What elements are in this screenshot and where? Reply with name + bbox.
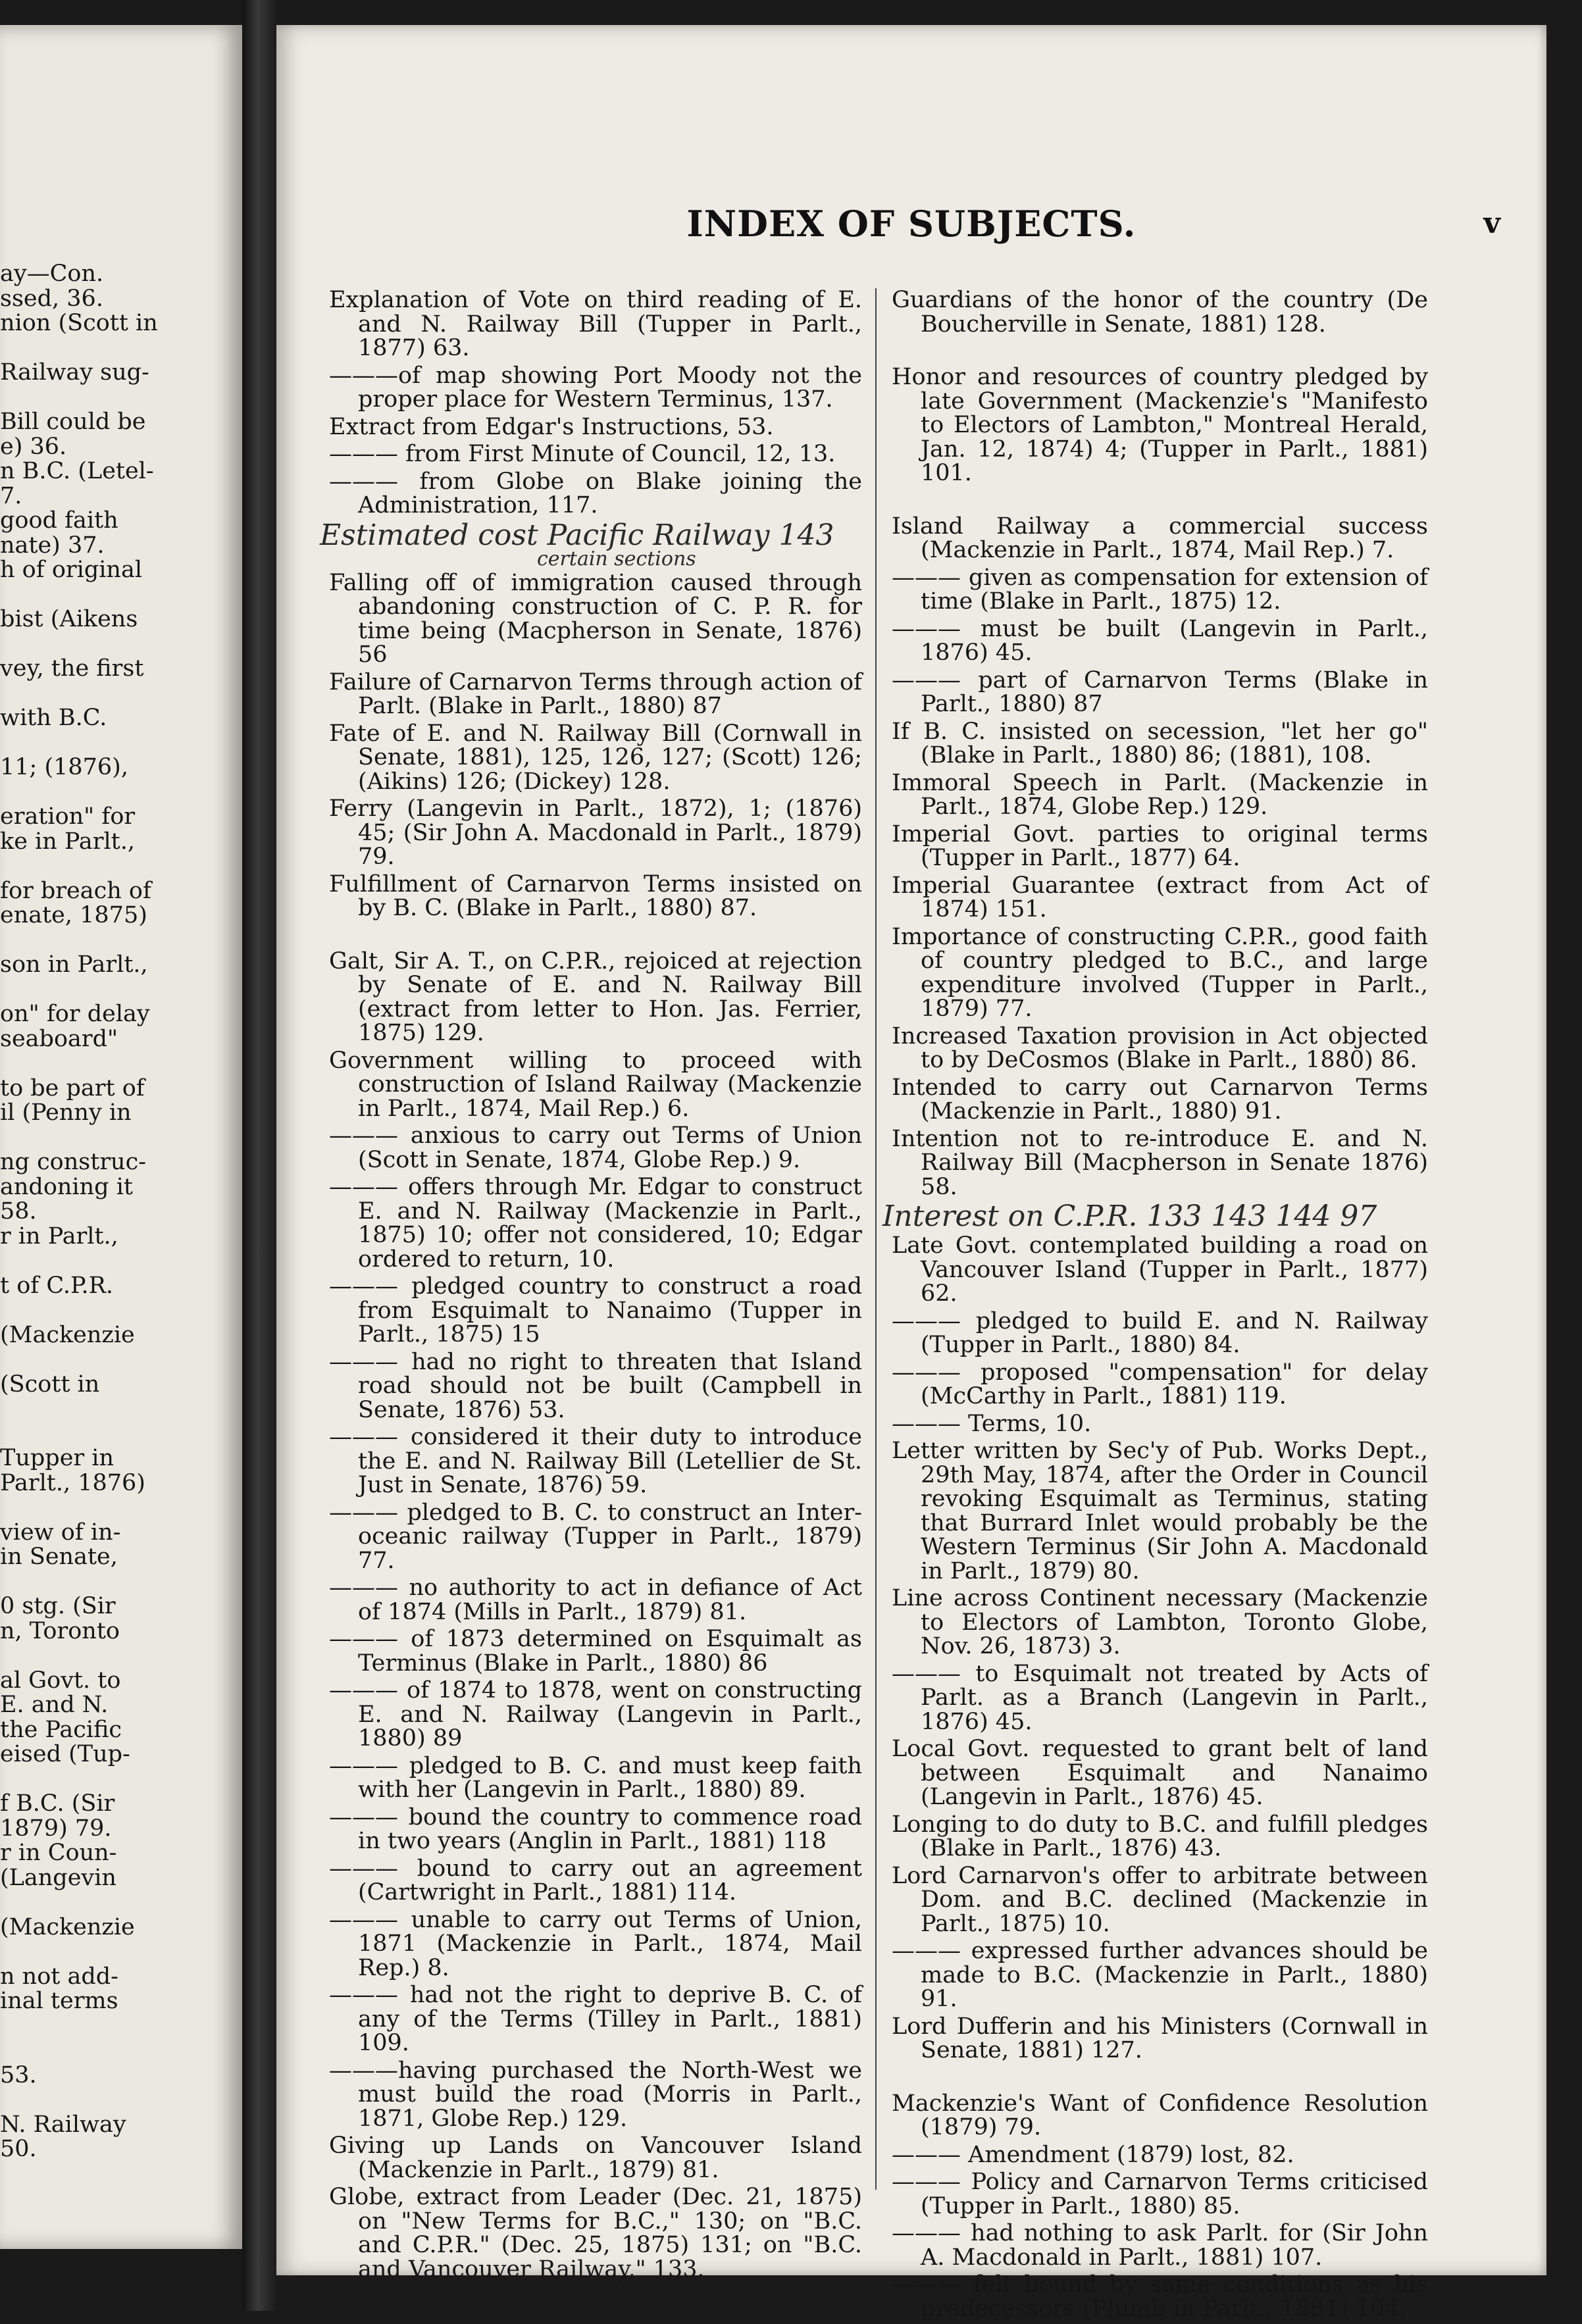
fragment-line: n B.C. (Letel- bbox=[0, 458, 154, 484]
fragment-line: son in Parlt., bbox=[0, 951, 148, 978]
fragment-line: nate) 37. bbox=[0, 532, 105, 559]
fragment-line: ay—Con. bbox=[0, 261, 104, 287]
index-entry: Fate of E. and N. Railway Bill (Cornwall in Senate, 1881), 125, 126, 127; (Scott) 126; (Aikins) 126; (Dickey) 128. bbox=[329, 720, 862, 795]
index-entry: ——— Policy and Carnarvon Terms criticised (Tupper in Parlt., 1880) 85. bbox=[892, 2169, 1428, 2219]
index-entry: Falling off of immigration caused through abandoning construction of C. P. R. for time being (Macpherson in Senate, 1876) 56 bbox=[329, 569, 862, 668]
index-entry: Line across Continent necessary (Mackenzie to Electors of Lambton, Toronto Globe, Nov. 26, 1873) 3. bbox=[892, 1585, 1428, 1659]
index-entry: ——— unable to carry out Terms of Union, 1871 (Mackenzie in Parlt., 1874, Mail Rep.) 8. bbox=[329, 1906, 862, 1981]
index-entry: ——— offers through Mr. Edgar to construct E. and N. Railway (Mackenzie in Parlt., 1875) 10; offer not considered, 10; Edgar ordered to return, 10. bbox=[329, 1174, 862, 1273]
fragment-line: for breach of bbox=[0, 877, 151, 904]
fragment-line: r in Coun- bbox=[0, 1840, 117, 1866]
index-entry: ——— no authority to act in defiance of Act of 1874 (Mills in Parlt., 1879) 81. bbox=[329, 1575, 862, 1625]
fragment-line: andoning it bbox=[0, 1173, 133, 1200]
index-entry: Globe, extract from Leader (Dec. 21, 1875) on "New Terms for B.C.," 130; on "B.C. and C.P.R." (Dec. 25, 1875) 131; on "B.C. and Vancouver Railway," 133. bbox=[329, 2184, 862, 2283]
fragment-line: e) 36. bbox=[0, 433, 67, 460]
index-entry: Lord Carnarvon's offer to arbitrate between Dom. and B.C. declined (Mackenzie in Parlt., 1875) 10. bbox=[892, 1862, 1428, 1937]
fragment-line: inal terms bbox=[0, 1988, 118, 2014]
fragment-line: on" for delay bbox=[0, 1001, 150, 1027]
fragment-line: (Mackenzie bbox=[0, 1321, 135, 1348]
index-entry: Imperial Guarantee (extract from Act of 1874) 151. bbox=[892, 872, 1428, 922]
fragment-line: 50. bbox=[0, 2136, 37, 2162]
index-page bbox=[276, 25, 1546, 2322]
fragment-line: (Mackenzie bbox=[0, 1913, 135, 1940]
handwritten-annotation: Interest on C.P.R. 133 143 144 97 bbox=[882, 1200, 1377, 1233]
index-entry: Longing to do duty to B.C. and fulfill pledges (Blake in Parlt., 1876) 43. bbox=[892, 1811, 1428, 1861]
index-entry: Late Govt. contemplated building a road on Vancouver Island (Tupper in Parlt., 1877) 62. bbox=[892, 1232, 1428, 1307]
index-entry: If B. C. insisted on secession, "let her go" (Blake in Parlt., 1880) 86; (1881), 108. bbox=[892, 718, 1428, 769]
index-entry: ——— Terms, 10. bbox=[892, 1410, 1092, 1437]
index-entry: ——— to Esquimalt not treated by Acts of Parlt. as a Branch (Langevin in Parlt., 1876) 45. bbox=[892, 1660, 1428, 1735]
index-entry: ——— pledged country to construct a road from Esquimalt to Nanaimo (Tupper in Parlt., 1875) 15 bbox=[329, 1273, 862, 1348]
index-entry: Ferry (Langevin in Parlt., 1872), 1; (1876) 45; (Sir John A. Macdonald in Parlt., 1879) 79. bbox=[329, 796, 862, 870]
index-column-right bbox=[882, 287, 1428, 2324]
index-entry: ——— considered it their duty to introduce the E. and N. Railway Bill (Letellier de St. Just in Senate, 1876) 59. bbox=[329, 1424, 862, 1498]
index-entry: ——— had not the right to deprive B. C. of any of the Terms (Tilley in Parlt., 1881) 109. bbox=[329, 1982, 862, 2056]
index-entry: ——— from First Minute of Council, 12, 13. bbox=[329, 441, 836, 467]
index-entry: ——— bound the country to commence road in two years (Anglin in Parlt., 1881) 118 bbox=[329, 1804, 862, 1854]
index-entry: Increased Taxation provision in Act objected to by DeCosmos (Blake in Parlt., 1880) 86. bbox=[892, 1023, 1428, 1073]
handwritten-annotation: Estimated cost Pacific Railway 143 certain sections bbox=[320, 518, 834, 570]
index-entry: ——— proposed "compensation" for delay (McCarthy in Parlt., 1881) 119. bbox=[892, 1359, 1428, 1409]
fragment-line: Railway sug- bbox=[0, 359, 149, 386]
index-entry: Extract from Edgar's Instructions, 53. bbox=[329, 413, 774, 440]
fragment-line: the Pacific bbox=[0, 1716, 122, 1743]
index-entry: ——— Amendment (1879) lost, 82. bbox=[892, 2141, 1294, 2168]
index-entry: ——— must be built (Langevin in Parlt., 1876) 45. bbox=[892, 615, 1428, 666]
fragment-line: n not add- bbox=[0, 1963, 118, 1990]
fragment-line: ke in Parlt., bbox=[0, 828, 135, 855]
fragment-line: r in Parlt., bbox=[0, 1223, 118, 1250]
fragment-line: view of in- bbox=[0, 1519, 121, 1546]
index-entry: Failure of Carnarvon Terms through action of Parlt. (Blake in Parlt., 1880) 87 bbox=[329, 669, 862, 719]
fragment-line: N. Railway bbox=[0, 2111, 126, 2138]
fragment-line: (Langevin bbox=[0, 1864, 116, 1891]
index-entry: Honor and resources of country pledged by late Government (Mackenzie's "Manifesto to Electors of Lambton," Montreal Herald, Jan. 12, 1874) 4; (Tupper in Parlt., 1881) 101. bbox=[892, 364, 1428, 486]
index-entry: ——— part of Carnarvon Terms (Blake in Parlt., 1880) 87 bbox=[892, 667, 1428, 717]
fragment-line: (Scott in bbox=[0, 1371, 100, 1398]
fragment-line: with B.C. bbox=[0, 705, 107, 731]
fragment-line: t of C.P.R. bbox=[0, 1272, 114, 1299]
index-entry: Explanation of Vote on third reading of E. and N. Railway Bill (Tupper in Parlt., 1877) 63. bbox=[329, 287, 862, 361]
fragment-line: Tupper in bbox=[0, 1445, 115, 1471]
page-title: INDEX OF SUBJECTS. bbox=[686, 203, 1136, 245]
fragment-line: 7. bbox=[0, 482, 22, 509]
index-entry: ——— had nothing to ask Parlt. for (Sir John A. Macdonald in Parlt., 1881) 107. bbox=[892, 2220, 1428, 2271]
fragment-line: 1879) 79. bbox=[0, 1815, 112, 1842]
index-entry: Intended to carry out Carnarvon Terms (Mackenzie in Parlt., 1880) 91. bbox=[892, 1074, 1428, 1124]
index-entry: ——— of 1874 to 1878, went on constructing E. and N. Railway (Langevin in Parlt., 1880) 89 bbox=[329, 1677, 862, 1752]
fragment-line: 53. bbox=[0, 2061, 37, 2088]
index-entry: ——— from Globe on Blake joining the Administration, 117. bbox=[329, 468, 862, 518]
index-entry: Fulfillment of Carnarvon Terms insisted on by B. C. (Blake in Parlt., 1880) 87. bbox=[329, 871, 862, 921]
fragment-line: n, Toronto bbox=[0, 1617, 120, 1644]
fragment-line: 58. bbox=[0, 1198, 37, 1225]
index-entry: ——— of 1873 determined on Esquimalt as Terminus (Blake in Parlt., 1880) 86 bbox=[329, 1626, 862, 1677]
fragment-line: to be part of bbox=[0, 1074, 145, 1101]
fragment-line: Bill could be bbox=[0, 409, 146, 435]
fragment-line: Parlt., 1876) bbox=[0, 1469, 145, 1496]
fragment-line: seaboard" bbox=[0, 1025, 118, 1052]
index-entry: Lord Dufferin and his Ministers (Cornwall in Senate, 1881) 127. bbox=[892, 2013, 1428, 2063]
facing-page-fragment bbox=[0, 25, 242, 2249]
fragment-line: il (Penny in bbox=[0, 1099, 132, 1126]
fragment-line: in Senate, bbox=[0, 1544, 118, 1570]
index-entry: Galt, Sir A. T., on C.P.R., rejoiced at rejection by Senate of E. and N. Railway Bill (extract from letter to Hon. Jas. Ferrier, 1875) 129. bbox=[329, 947, 862, 1046]
index-entry: ——— pledged to B. C. to construct an Inter-oceanic railway (Tupper in Parlt., 1879) 77. bbox=[329, 1499, 862, 1574]
column-divider bbox=[875, 288, 877, 2190]
index-entry: ——— expressed further advances should be made to B.C. (Mackenzie in Parlt., 1880) 91. bbox=[892, 1938, 1428, 2012]
index-entry: ———of map showing Port Moody not the proper place for Western Terminus, 137. bbox=[329, 362, 862, 413]
index-entry: Government willing to proceed with construction of Island Railway (Mackenzie in Parlt., 1874, Mail Rep.) 6. bbox=[329, 1047, 862, 1122]
fragment-line: 0 stg. (Sir bbox=[0, 1593, 116, 1619]
fragment-line: nion (Scott in bbox=[0, 310, 158, 336]
index-entry: Guardians of the honor of the country (De Boucherville in Senate, 1881) 128. bbox=[892, 287, 1428, 338]
index-entry: Mackenzie's Want of Confidence Resolution (1879) 79. bbox=[892, 2090, 1428, 2140]
index-entry: ——— anxious to carry out Terms of Union (Scott in Senate, 1874, Globe Rep.) 9. bbox=[329, 1123, 862, 1173]
index-entry: ——— pledged to build E. and N. Railway (Tupper in Parlt., 1880) 84. bbox=[892, 1307, 1428, 1358]
index-entry: ——— given as compensation for extension of time (Blake in Parlt., 1875) 12. bbox=[892, 564, 1428, 615]
fragment-line: f B.C. (Sir bbox=[0, 1790, 115, 1817]
fragment-line: ng construc- bbox=[0, 1149, 147, 1175]
fragment-line: enate, 1875) bbox=[0, 902, 147, 928]
fragment-line: 11; (1876), bbox=[0, 754, 128, 780]
book-gutter bbox=[242, 0, 276, 2311]
index-entry: Local Govt. requested to grant belt of land between Esquimalt and Nanaimo (Langevin in Parlt., 1876) 45. bbox=[892, 1736, 1428, 1810]
page-number: v bbox=[1483, 207, 1500, 240]
fragment-line: al Govt. to bbox=[0, 1667, 121, 1694]
index-entry: Immoral Speech in Parlt. (Mackenzie in Parlt., 1874, Globe Rep.) 129. bbox=[892, 769, 1428, 820]
index-entry: Imperial Govt. parties to original terms (Tupper in Parlt., 1877) 64. bbox=[892, 821, 1428, 871]
index-entry: Importance of constructing C.P.R., good faith of country pledged to B.C., and large expenditure involved (Tupper in Parlt., 1879) 77. bbox=[892, 923, 1428, 1022]
fragment-line: ssed, 36. bbox=[0, 285, 103, 312]
fragment-line: vey, the first bbox=[0, 655, 144, 682]
fragment-line: eised (Tup- bbox=[0, 1741, 130, 1767]
fragment-line: bist (Aikens bbox=[0, 606, 138, 632]
fragment-line: good faith bbox=[0, 507, 118, 534]
fragment-line: h of original bbox=[0, 557, 143, 583]
index-entry: ——— pledged to B. C. and must keep faith with her (Langevin in Parlt., 1880) 89. bbox=[329, 1752, 862, 1803]
index-entry: Intention not to re-introduce E. and N. Railway Bill (Macpherson in Senate 1876) 58. bbox=[892, 1125, 1428, 1200]
index-entry: ——— bound to carry out an agreement (Cartwright in Parlt., 1881) 114. bbox=[329, 1855, 862, 1906]
index-entry: ——— had no right to threaten that Island road should not be built (Campbell in Senate, 1876) 53. bbox=[329, 1348, 862, 1423]
index-column-left bbox=[320, 287, 862, 2285]
fragment-line: eration" for bbox=[0, 803, 136, 830]
index-entry: Letter written by Sec'y of Pub. Works Dept., 29th May, 1874, after the Order in Council revoking Esquimalt as Terminus, stating that Burrard Inlet would probably be the Western Terminus (Sir John A. Macdonald in Parlt., 1879) 80. bbox=[892, 1438, 1428, 1584]
index-entry: Island Railway a commercial success (Mackenzie in Parlt., 1874, Mail Rep.) 7. bbox=[892, 513, 1428, 563]
index-entry: ———having purchased the North-West we must build the road (Morris in Parlt., 1871, Globe Rep.) 129. bbox=[329, 2057, 862, 2132]
index-entry: Giving up Lands on Vancouver Island (Mackenzie in Parlt., 1879) 81. bbox=[329, 2133, 862, 2183]
index-entry: ——— felt bound by same conditions as his predecessors (Plumb in Parlt., 1881) 104. bbox=[892, 2271, 1428, 2322]
fragment-line: E. and N. bbox=[0, 1692, 109, 1718]
